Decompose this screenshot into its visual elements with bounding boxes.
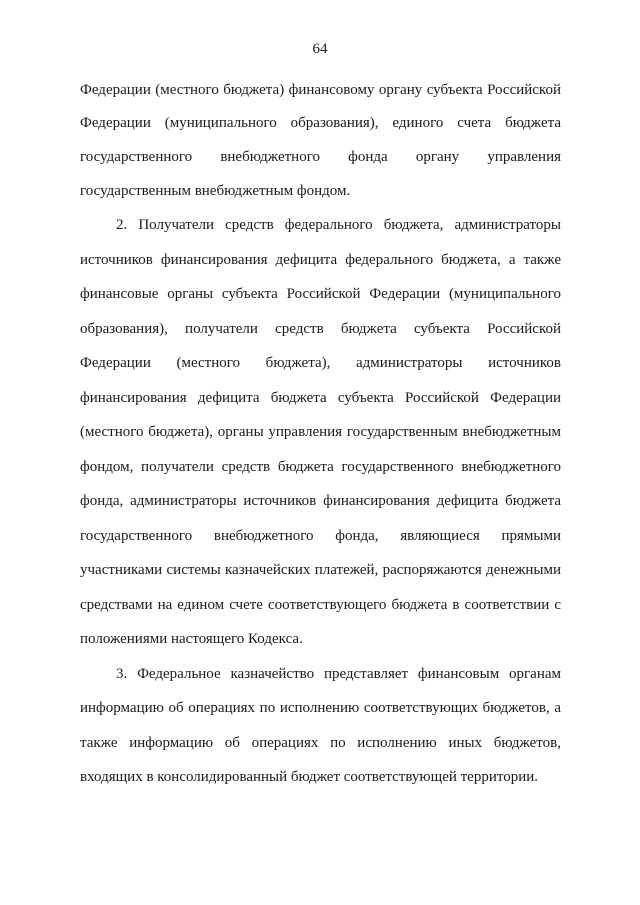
text-line: фондом, получатели средств бюджета государственного внебюджетного	[80, 459, 561, 475]
text-line: источников финансирования дефицита федерального бюджета, а также	[80, 252, 561, 268]
text-line: образования), получатели средств бюджета субъекта Российской	[80, 321, 561, 337]
text-line: 3. Федеральное казначейство представляет финансовым органам	[116, 666, 561, 682]
text-line: (местного бюджета), органы управления государственным внебюджетным	[80, 424, 561, 440]
text-line: финансирования дефицита бюджета субъекта Российской Федерации	[80, 390, 561, 406]
text-line: участниками системы казначейских платежей, распоряжаются денежными	[80, 562, 561, 578]
text-line: 2. Получатели средств федерального бюджета, администраторы	[116, 217, 561, 233]
text-line: финансовые органы субъекта Российской Федерации (муниципального	[80, 286, 561, 302]
text-line: государственным внебюджетным фондом.	[80, 183, 351, 199]
text-line: Федерации (местного бюджета), администраторы источников	[80, 355, 561, 371]
text-line: входящих в консолидированный бюджет соответствующей территории.	[80, 769, 539, 785]
text-line: средствами на едином счете соответствующего бюджета в соответствии с	[80, 597, 561, 613]
text-line: государственного внебюджетного фонда органу управления	[80, 149, 561, 165]
text-line: положениями настоящего Кодекса.	[80, 631, 303, 647]
text-line: Федерации (муниципального образования), единого счета бюджета	[80, 115, 561, 131]
text-line: фонда, администраторы источников финансирования дефицита бюджета	[80, 493, 561, 509]
text-line: информацию об операциях по исполнению соответствующих бюджетов, а	[80, 700, 561, 716]
text-line: Федерации (местного бюджета) финансовому органу субъекта Российской	[80, 82, 561, 98]
text-line: государственного внебюджетного фонда, являющиеся прямыми	[80, 528, 561, 544]
text-line: также информацию об операциях по исполнению иных бюджетов,	[80, 735, 561, 751]
page-number: 64	[312, 41, 328, 57]
